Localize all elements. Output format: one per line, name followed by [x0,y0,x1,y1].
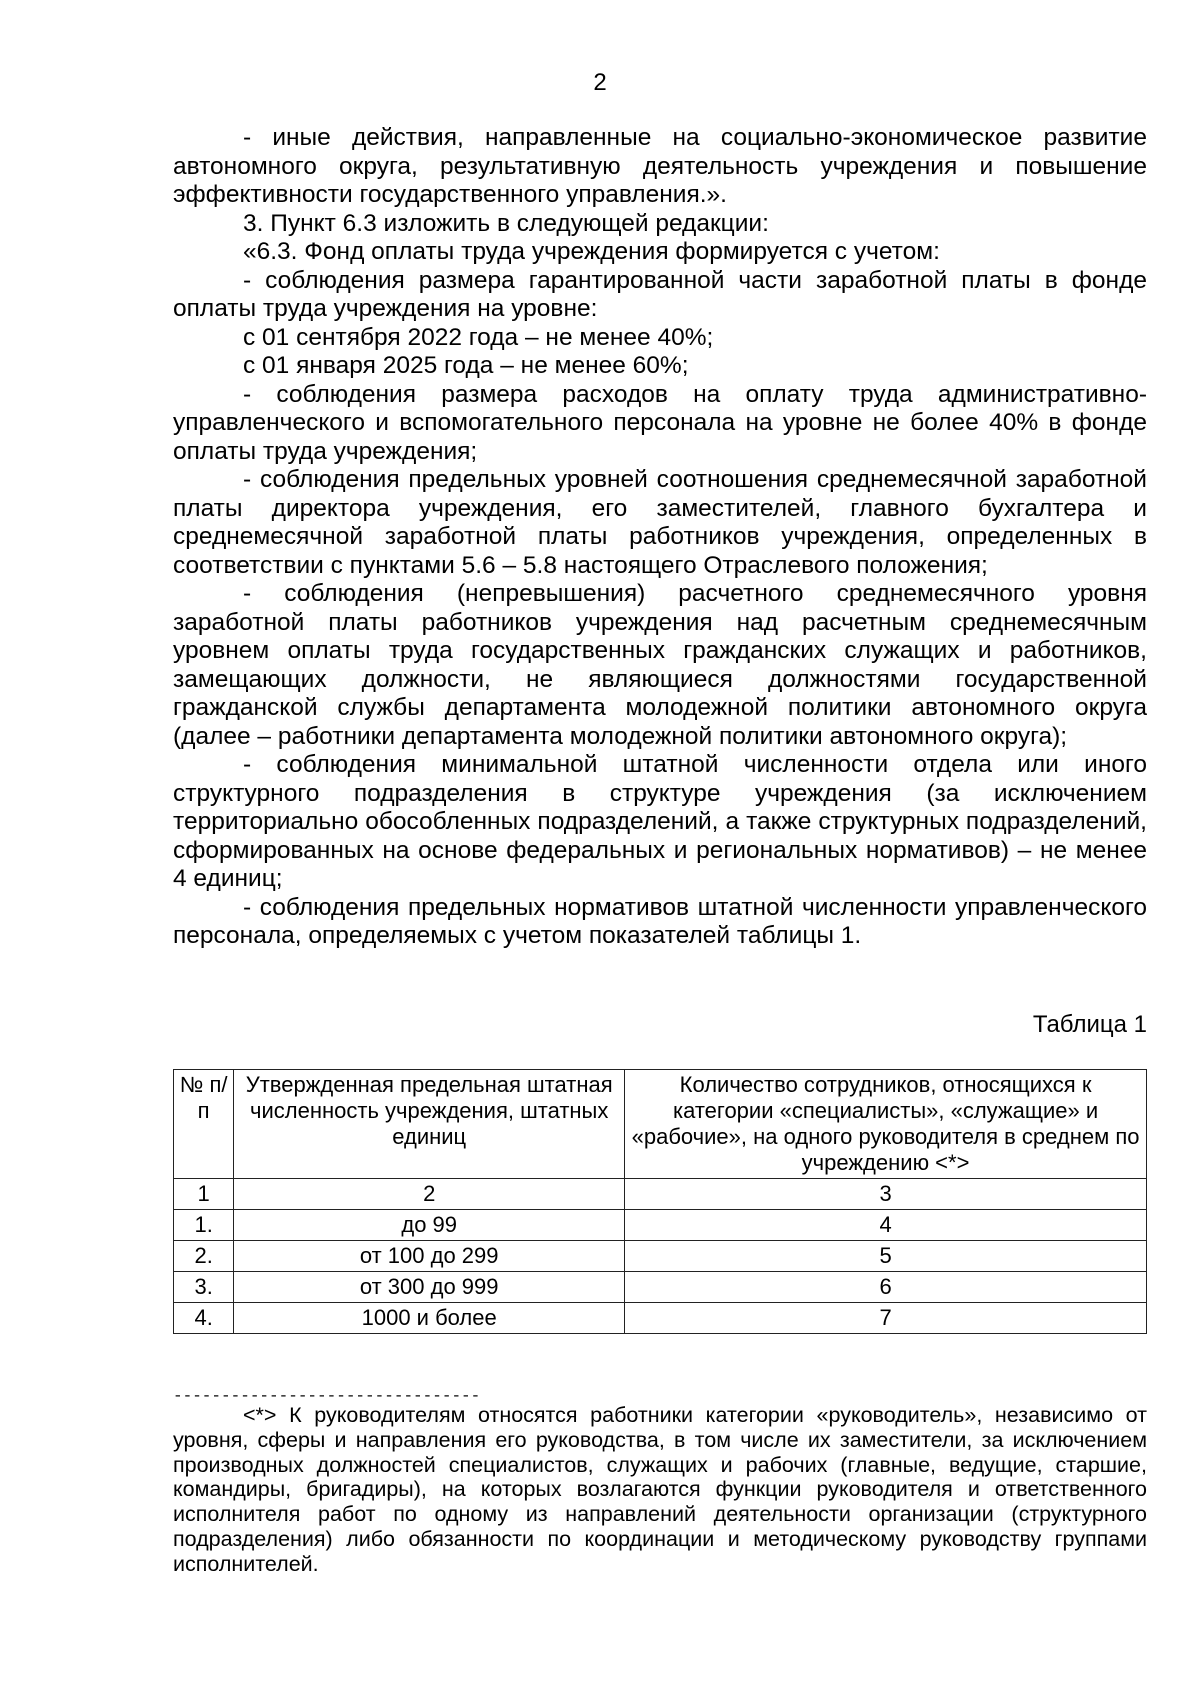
footnote-separator: -------------------------------- [173,1387,481,1405]
table-cell: 1000 и более [234,1303,625,1334]
table-row [174,1303,1147,1334]
paragraph: - соблюдения предельных уровней соотношения среднемесячной заработной платы директора учреждения, его заместителей, главного бухгалтера и среднемесячной заработной платы работников учреждения, определенных в соответствии с пунктами 5.6 – 5.8 настоящего Отраслевого положения; [173,466,1147,579]
document-body [173,124,1147,951]
table-cell: 1 [174,1179,234,1210]
footnote: <*> К руководителям относятся работники категории «руководитель», независимо от уровня, сферы и направления его руководства, в том числе их заместители, за исключением производных должностей специалистов, служащих и рабочих (главные, ведущие, старшие, командиры, бригадиры), на которых возлагаются функции руководителя и ответственного исполнителя работ по одному из направлений деятельности организации (структурного подразделения) либо обязанности по координации и методическому руководству группами исполнителей. [173,1403,1147,1576]
table-row [174,1272,1147,1303]
table-cell: 6 [625,1272,1147,1303]
table-cell: 3. [174,1272,234,1303]
paragraph: - иные действия, направленные на социально-экономическое развитие автономного округа, результативную деятельность учреждения и повышение эффективности государственного управления.». [173,124,1147,208]
table-row [174,1210,1147,1241]
header-cell-ratio: Количество сотрудников, относящихся к категории «специалисты», «служащие» и «рабочие», на одного руководителя в среднем по учреждению <*> [625,1070,1147,1179]
table-row [174,1179,1147,1210]
paragraph: - соблюдения (непревышения) расчетного среднемесячного уровня заработной платы работников учреждения над расчетным среднемесячным уровнем оплаты труда государственных гражданских служащих и работников, замещающих должности, не являющиеся должностями государственной гражданской службы департамента молодежной политики автономного округа (далее – работники департамента молодежной политики автономного округа); [173,580,1147,750]
table-cell: до 99 [234,1210,625,1241]
paragraph: с 01 января 2025 года – не менее 60%; [243,352,689,379]
table-cell: 1. [174,1210,234,1241]
table-row [174,1241,1147,1272]
page-number: 2 [593,69,607,96]
table-cell: 4 [625,1210,1147,1241]
table-cell: 7 [625,1303,1147,1334]
table-cell: 2 [234,1179,625,1210]
paragraph: - соблюдения размера гарантированной части заработной платы в фонде оплаты труда учреждения на уровне: [173,266,1147,322]
table-cell: 3 [625,1179,1147,1210]
table-header-row [174,1070,1147,1179]
table-cell: 5 [625,1241,1147,1272]
table-cell: 2. [174,1241,234,1272]
paragraph: «6.3. Фонд оплаты труда учреждения формируется с учетом: [243,238,940,265]
paragraph: 3. Пункт 6.3 изложить в следующей редакции: [243,209,769,237]
table-cell: от 100 до 299 [234,1241,625,1272]
header-cell-staff-size: Утвержденная предельная штатная численность учреждения, штатных единиц [234,1070,625,1179]
header-cell-number: № п/п [174,1070,234,1179]
table-cell: от 300 до 999 [234,1272,625,1303]
paragraph: - соблюдения минимальной штатной численности отдела или иного структурного подразделения в структуре учреждения (за исключением территориально обособленных подразделений, а также структурных подразделений, сформированных на основе федеральных и региональных нормативов) – не менее 4 единиц; [173,751,1147,892]
paragraph: - соблюдения предельных нормативов штатной численности управленческого персонала, определяемых с учетом показателей таблицы 1. [173,893,1147,949]
paragraph: - соблюдения размера расходов на оплату труда административно-управленческого и вспомогательного персонала на уровне не более 40% в фонде оплаты труда учреждения; [173,380,1147,465]
table-caption: Таблица 1 [1032,1011,1147,1038]
paragraph: с 01 сентября 2022 года – не менее 40%; [243,323,714,351]
staffing-norms-table [173,1069,1147,1334]
table-cell: 4. [174,1303,234,1334]
